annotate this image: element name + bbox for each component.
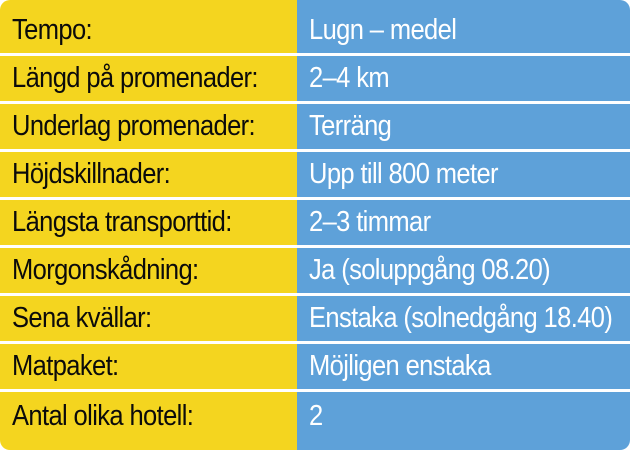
row-label-text: Matpaket: xyxy=(12,350,119,382)
table-row-transport-time xyxy=(0,200,630,248)
row-label xyxy=(0,104,297,149)
row-label-text: Underlag promenader: xyxy=(12,110,256,142)
table-row-walk-surface xyxy=(0,104,630,152)
table-rows xyxy=(0,8,630,442)
table-row-packed-lunch xyxy=(0,344,630,392)
row-label xyxy=(0,200,297,245)
row-value xyxy=(297,56,630,101)
row-value xyxy=(297,104,630,149)
row-value xyxy=(297,296,630,341)
row-value xyxy=(297,344,630,389)
row-label-text: Höjdskillnader: xyxy=(12,158,171,190)
table-row-morning-watching xyxy=(0,248,630,296)
row-value-text: Ja (soluppgång 08.20) xyxy=(309,254,551,286)
row-value-text: Möjligen enstaka xyxy=(309,350,491,382)
row-value xyxy=(297,152,630,197)
row-value xyxy=(297,8,630,53)
table-row-elevation xyxy=(0,152,630,200)
row-label xyxy=(0,344,297,389)
row-label-text: Sena kvällar: xyxy=(12,302,152,334)
row-label xyxy=(0,8,297,53)
row-label xyxy=(0,248,297,293)
row-label-text: Längsta transporttid: xyxy=(12,206,232,238)
row-label xyxy=(0,392,297,440)
table-row-tempo xyxy=(0,8,630,56)
row-value-text: 2–3 timmar xyxy=(309,206,431,238)
row-value-text: Terräng xyxy=(309,110,392,142)
row-value-text: Upp till 800 meter xyxy=(309,158,498,190)
row-value xyxy=(297,248,630,293)
row-label-text: Längd på promenader: xyxy=(12,62,258,94)
row-value-text: 2 xyxy=(309,399,323,432)
row-value-text: 2–4 km xyxy=(309,62,389,94)
row-label xyxy=(0,56,297,101)
table-row-late-evenings xyxy=(0,296,630,344)
row-label-text: Antal olika hotell: xyxy=(12,399,194,432)
row-value xyxy=(297,392,630,440)
table-row-walk-length xyxy=(0,56,630,104)
row-label xyxy=(0,152,297,197)
row-label-text: Morgonskådning: xyxy=(12,254,199,286)
row-label-text: Tempo: xyxy=(12,14,92,46)
row-value-text: Enstaka (solnedgång 18.40) xyxy=(309,302,613,334)
row-value-text: Lugn – medel xyxy=(309,14,457,46)
table-row-hotel-count xyxy=(0,392,630,440)
row-label xyxy=(0,296,297,341)
row-value xyxy=(297,200,630,245)
